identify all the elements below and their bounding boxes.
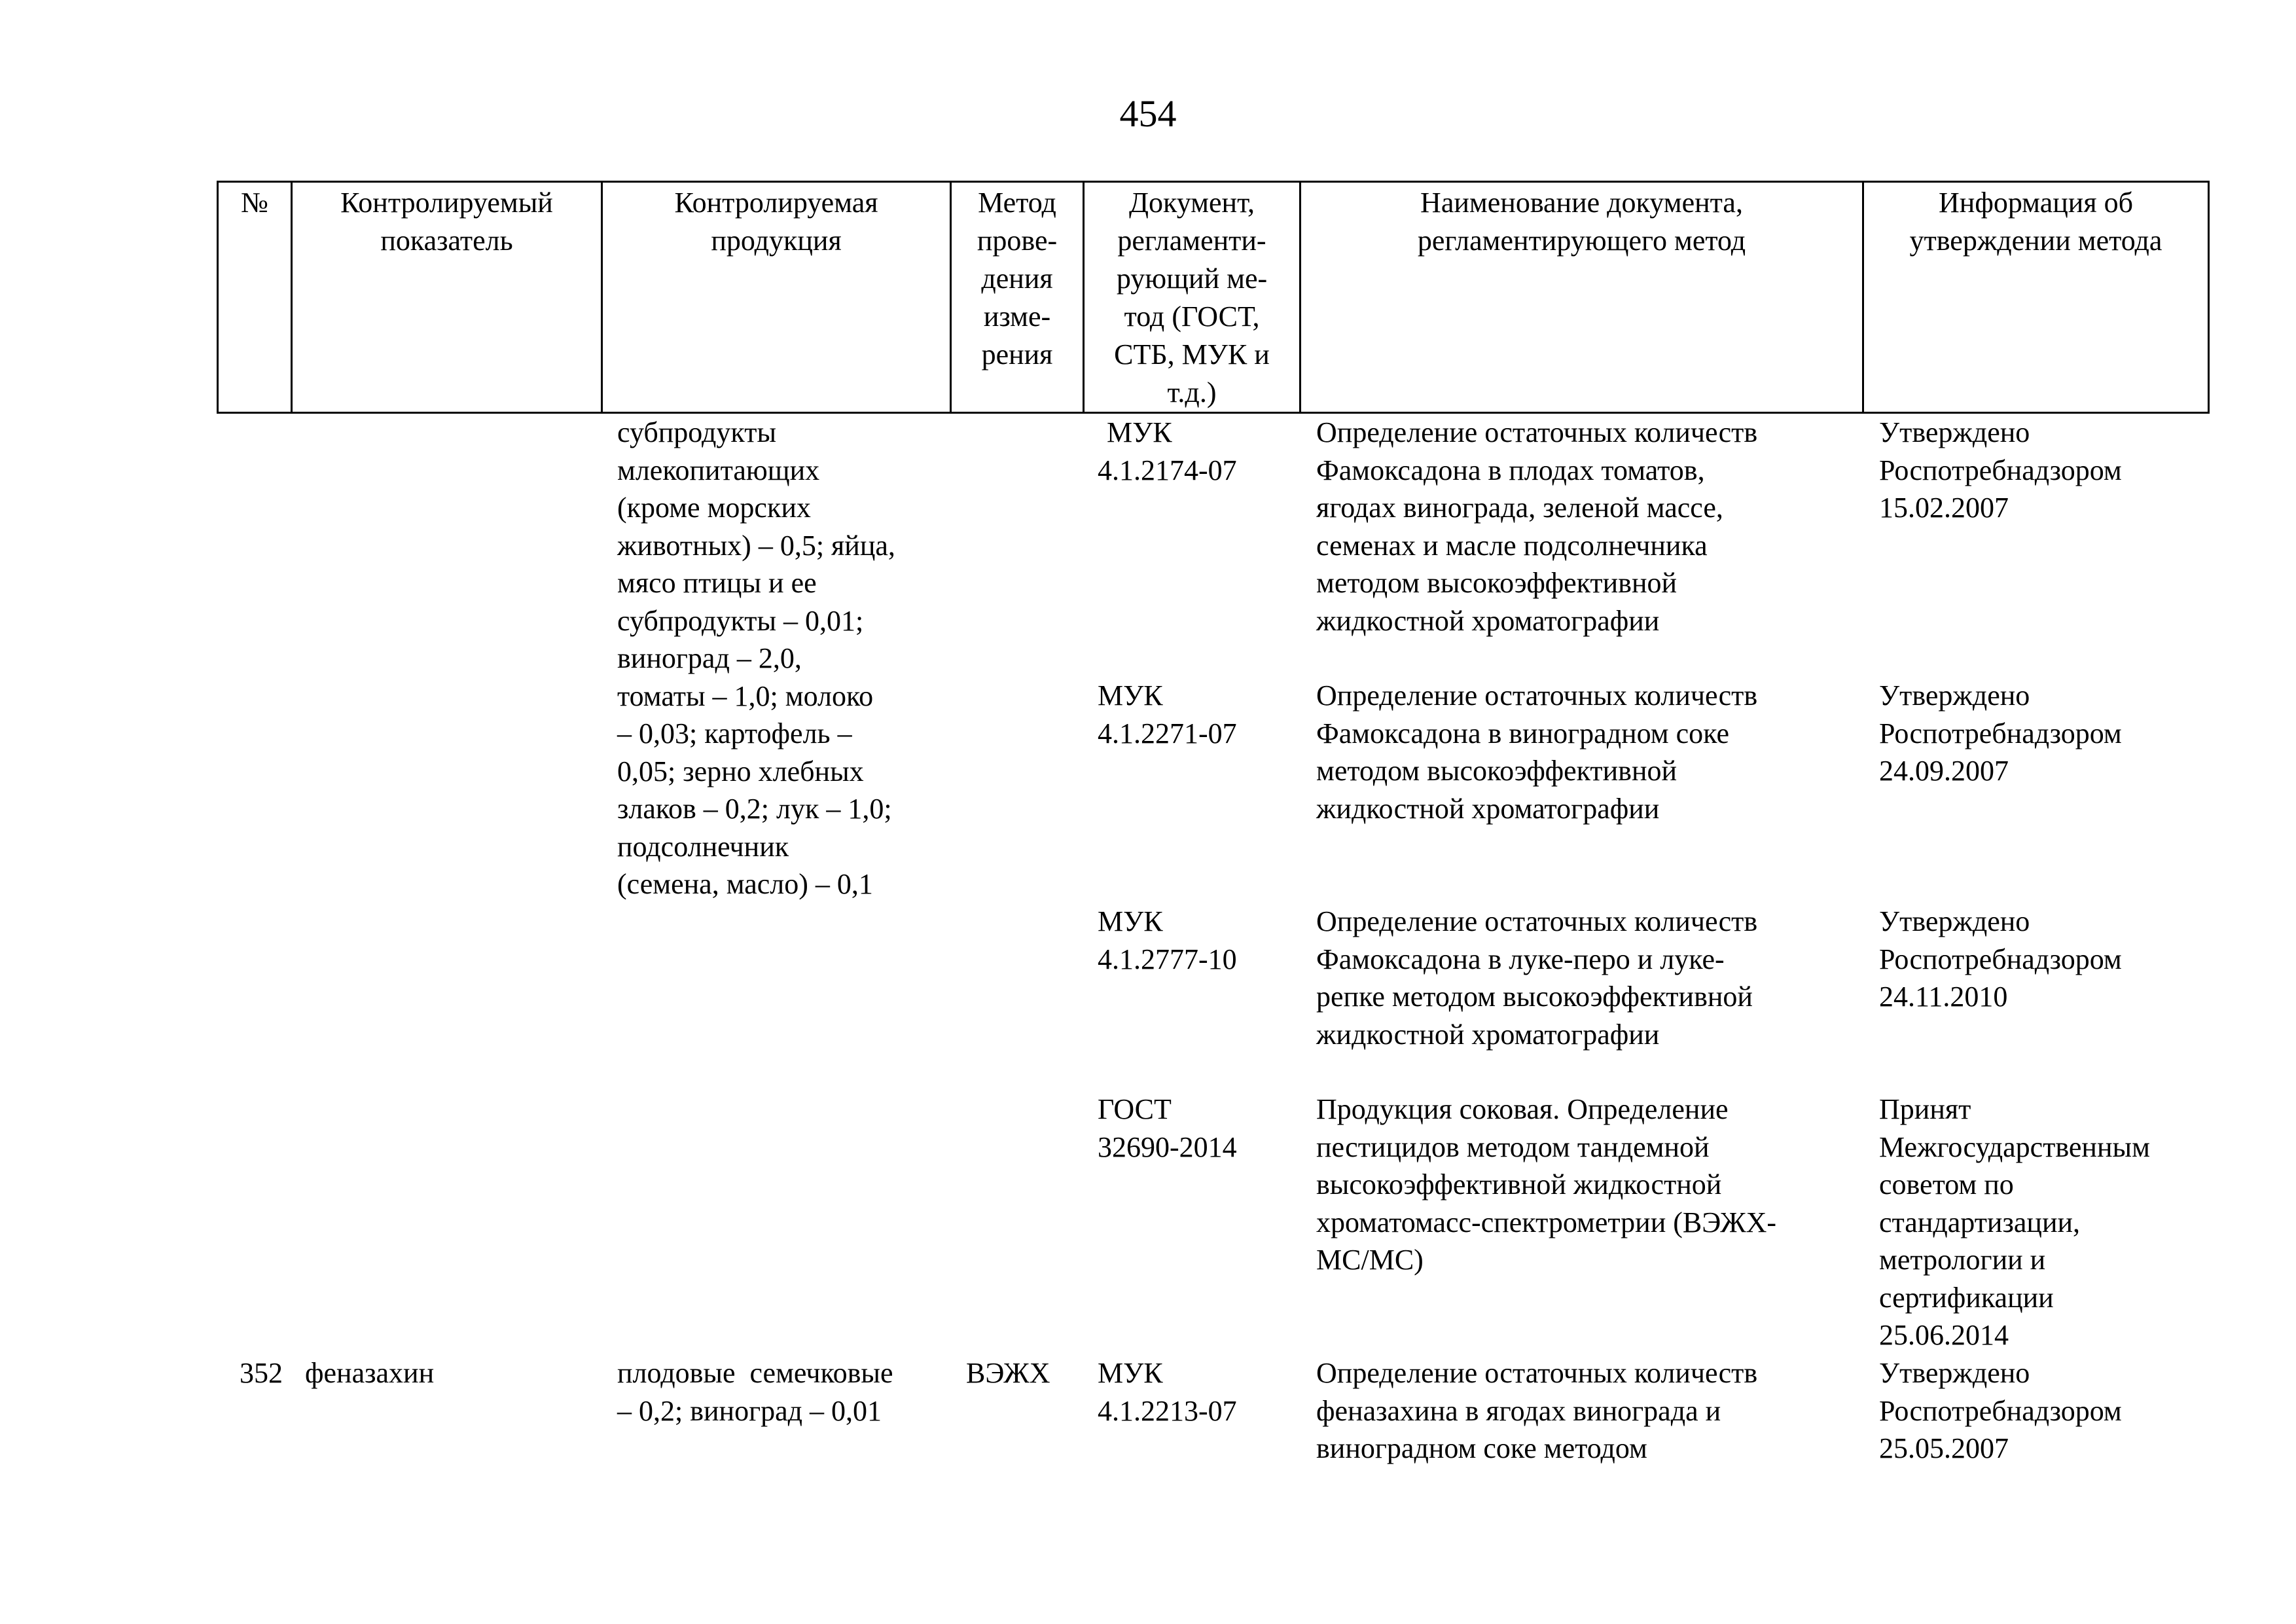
entry-doc: МУК 4.1.2174-07 [1098,416,1237,486]
header-indicator: Контролируемый показатель [292,182,602,413]
entry-doc-name: Продукция соковая. Определение пестицидов методом тандемной высокоэффективной жидкостной хроматомасс-спектрометрии (ВЭЖХ- МС/МС) [1316,1093,1777,1276]
row-number: 352 [240,1357,283,1389]
header-no: № [218,182,292,413]
continued-product: субпродукты млекопитающих (кроме морских животных) – 0,5; яйца, мясо птицы и ее субпродукты – 0,01; виноград – 2,0, томаты – 1,0; молоко – 0,03; картофель – 0,05; зерно хлебных злаков – 0,2; лук – 1,0; подсолнечник (семена, масло) – 0,1 [617,416,895,900]
entry-approval: Принят Межгосударственным советом по стандартизации, метрологии и сертификации 25.06.2014 [1879,1093,2150,1351]
row-approval: Утверждено Роспотребнадзором 25.05.2007 [1879,1357,2122,1464]
entry-approval: Утверждено Роспотребнадзором 24.09.2007 [1879,679,2122,787]
header-method: Метод прове- дения изме- рения [951,182,1084,413]
row-doc: МУК 4.1.2213-07 [1098,1357,1237,1427]
header-doc-name: Наименование документа, регламентирующего метод [1300,182,1863,413]
entry-approval: Утверждено Роспотребнадзором 24.11.2010 [1879,905,2122,1013]
row-doc-name: Определение остаточных количеств феназахина в ягодах винограда и виноградном соке методом [1316,1357,1758,1464]
row-indicator: феназахин [305,1357,435,1389]
entry-approval: Утверждено Роспотребнадзором 15.02.2007 [1879,416,2122,524]
header-approval: Информация об утверждении метода [1863,182,2209,413]
entry-doc-name: Определение остаточных количеств Фамоксадона в виноградном соке методом высокоэффективной жидкостной хроматографии [1316,679,1758,825]
page-number: 454 [1119,92,1177,135]
entry-doc-name: Определение остаточных количеств Фамоксадона в плодах томатов, ягодах винограда, зеленой массе, семенах и масле подсолнечника методом высокоэффективной жидкостной хроматографии [1316,416,1758,637]
entry-doc: МУК 4.1.2271-07 [1098,679,1237,749]
header-document: Документ, регламенти- рующий ме- тод (ГОСТ, СТБ, МУК и т.д.) [1084,182,1300,413]
row-product: плодовые семечковые – 0,2; виноград – 0,01 [617,1357,893,1427]
header-product: Контролируемая продукция [602,182,951,413]
row-method: ВЭЖХ [966,1357,1050,1389]
entry-doc: МУК 4.1.2777-10 [1098,905,1237,975]
entry-doc-name: Определение остаточных количеств Фамоксадона в луке-перо и луке- репке методом высокоэффективной жидкостной хроматографии [1316,905,1758,1051]
table-header [217,181,2210,414]
entry-doc: ГОСТ 32690-2014 [1098,1093,1237,1163]
